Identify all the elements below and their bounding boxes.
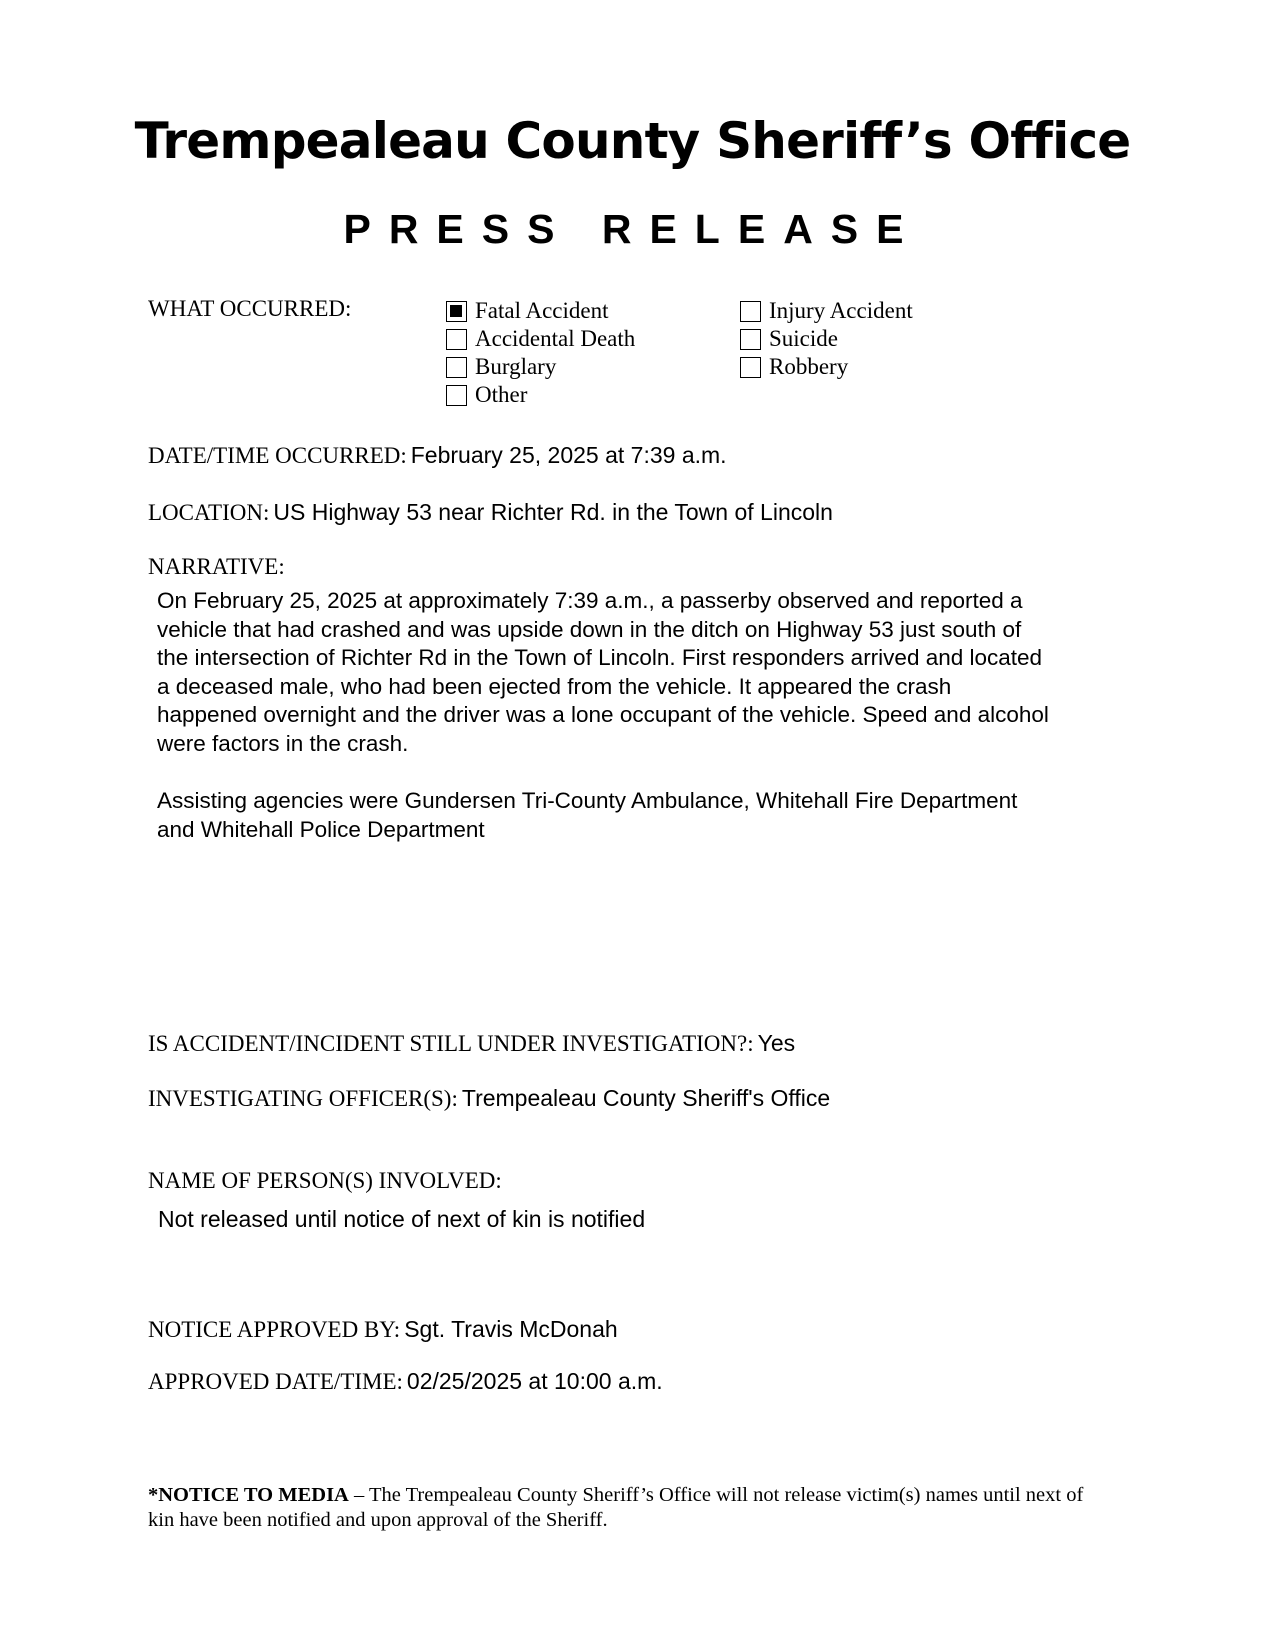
location-label: LOCATION:	[148, 500, 270, 525]
option-fatal-accident[interactable]	[446, 298, 609, 324]
option-injury-accident[interactable]	[740, 298, 913, 324]
approved-datetime-value: 02/25/2025 at 10:00 a.m.	[406, 1368, 663, 1394]
document-type-heading: PRESS RELEASE	[343, 206, 922, 252]
approved-datetime-label: APPROVED DATE/TIME:	[148, 1369, 403, 1394]
checkbox[interactable]	[446, 357, 467, 378]
option-label: Robbery	[769, 354, 849, 379]
option-label: Other	[475, 382, 528, 407]
option-label: Injury Accident	[769, 298, 913, 323]
option-label: Accidental Death	[475, 326, 636, 351]
org-title: Trempealeau County Sheriff’s Office	[134, 112, 1131, 170]
checkbox[interactable]	[740, 301, 761, 322]
option-robbery[interactable]	[740, 354, 848, 380]
option-label: Burglary	[475, 354, 557, 379]
approved-datetime-row	[148, 1368, 663, 1395]
investigation-value: Yes	[757, 1030, 796, 1056]
persons-label: NAME OF PERSON(S) INVOLVED:	[148, 1168, 502, 1193]
option-other[interactable]	[446, 382, 527, 408]
datetime-label: DATE/TIME OCCURRED:	[148, 443, 407, 468]
assisting-agencies-paragraph: Assisting agencies were Gundersen Tri-County Ambulance, Whitehall Fire Department and Whitehall Police Department	[157, 788, 1018, 842]
approved-by-row	[148, 1316, 618, 1343]
checkbox-checked[interactable]	[446, 301, 467, 322]
media-notice-text: – The Trempealeau County Sheriff’s Office will not release victim(s) names until next of kin have been notified and upon approval of the Sheriff.	[148, 1484, 1084, 1531]
investigation-row	[148, 1030, 795, 1057]
narrative-paragraph: On February 25, 2025 at approximately 7:39 a.m., a passerby observed and reported a vehicle that had crashed and was upside down in the ditch on Highway 53 just south of the intersection of Richter Rd in the Town of Lincoln. First responders arrived and located a deceased male, who had been ejected from the vehicle. It appeared the crash happened overnight and the driver was a lone occupant of the vehicle. Speed and alcohol were factors in the crash.	[157, 588, 1049, 756]
officers-value: Trempealeau County Sheriff's Office	[461, 1085, 831, 1111]
media-notice-heading: *NOTICE TO MEDIA	[148, 1484, 349, 1506]
checkbox[interactable]	[446, 329, 467, 350]
officers-label: INVESTIGATING OFFICER(S):	[148, 1086, 458, 1111]
option-burglary[interactable]	[446, 354, 556, 380]
option-suicide[interactable]	[740, 326, 838, 352]
location-row	[148, 499, 833, 526]
datetime-value: February 25, 2025 at 7:39 a.m.	[410, 442, 727, 468]
checkbox[interactable]	[446, 385, 467, 406]
approved-by-value: Sgt. Travis McDonah	[404, 1316, 618, 1342]
persons-value: Not released until notice of next of kin is notified	[158, 1206, 646, 1232]
approved-by-label: NOTICE APPROVED BY:	[148, 1317, 401, 1342]
officers-row	[148, 1085, 830, 1112]
option-label: Fatal Accident	[475, 298, 609, 323]
what-occurred-label: WHAT OCCURRED:	[148, 296, 352, 321]
option-accidental-death[interactable]	[446, 326, 635, 352]
checkbox[interactable]	[740, 357, 761, 378]
media-notice	[148, 1483, 1088, 1533]
location-value: US Highway 53 near Richter Rd. in the Town of Lincoln	[273, 499, 833, 525]
checkbox[interactable]	[740, 329, 761, 350]
narrative-label: NARRATIVE:	[148, 554, 285, 579]
investigation-label: IS ACCIDENT/INCIDENT STILL UNDER INVESTIGATION?:	[148, 1031, 754, 1056]
option-label: Suicide	[769, 326, 838, 351]
datetime-row	[148, 442, 727, 469]
